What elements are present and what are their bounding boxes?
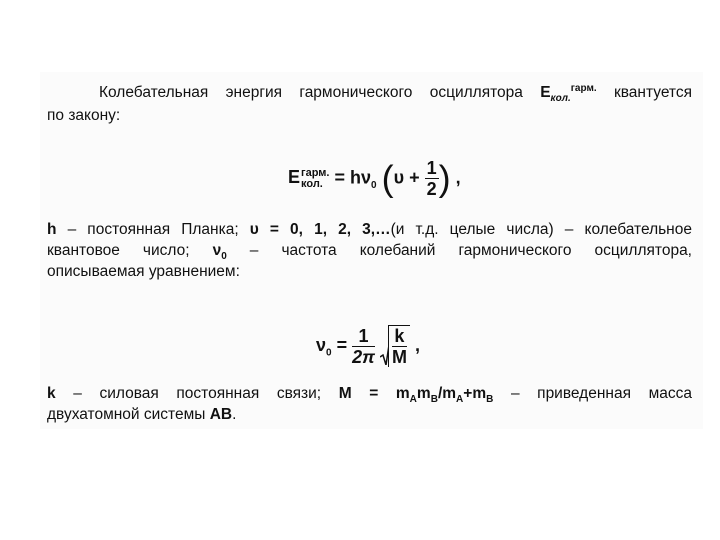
energy-formula [288, 158, 488, 206]
energy-symbol: $E_{кол.}^{гарм.}$ [540, 83, 597, 104]
formula-nu: ν [316, 334, 327, 355]
k-symbol: k [47, 385, 56, 402]
def-line-1: h – постоянная Планка; υ = 0, 1, 2, 3,…(и т.д. целые числа) – колебательное [47, 221, 692, 238]
fraction-one-over-2pi: $\frac{1}{2\pi}$ [352, 325, 375, 367]
formula-energy-symbol: E гарм. кол. [288, 166, 330, 190]
upsilon-values: υ = 0, 1, 2, 3,… [249, 221, 391, 238]
paragraph-definitions [47, 219, 692, 282]
intro-line-1 [47, 82, 692, 105]
reduced-mass-formula: $M = m_Am_B/m_A+m_B$ [338, 385, 494, 406]
formula-comma: , [450, 167, 461, 188]
formula-h-nu: = hν [329, 167, 372, 188]
right-paren: ) [438, 157, 451, 199]
formula-equals: = [331, 334, 353, 355]
const-line-2: двухатомной системы AB. [47, 406, 237, 423]
def-line-3: описываемая уравнением: [47, 263, 240, 280]
sqrt-sign [380, 325, 410, 367]
intro-text: Колебательная энергия гармонического осциллятора [99, 84, 523, 101]
formula2-comma: , [409, 334, 420, 355]
def-line-2: квантовое число; $\nu_0$ – частота колебаний гармонического осциллятора, [47, 242, 692, 263]
ab-system: AB [209, 406, 233, 423]
paragraph-constants [47, 383, 692, 425]
left-paren: ( [381, 157, 394, 199]
quantized-text: квантуется [596, 84, 692, 101]
fraction-k-over-M: $\frac{k}{M}$ [391, 326, 407, 367]
h-symbol: h [47, 221, 57, 238]
const-line-1: k – силовая постоянная связи; $M = m_Am_B/m_A+m_B$ – приведенная масса [47, 385, 692, 406]
frequency-formula [316, 325, 456, 375]
formula-upsilon: υ + [393, 167, 425, 188]
intro-line-2: по закону: [47, 107, 121, 124]
nu-symbol: $\nu_0$ [212, 242, 227, 263]
paragraph-intro [47, 82, 692, 126]
formula-nu-sub2: 0 [326, 347, 332, 359]
fraction-half: $\frac{1}{2}$ [426, 158, 437, 199]
formula-nu-sub: 0 [371, 179, 377, 191]
sqrt-tick-icon [380, 345, 389, 365]
